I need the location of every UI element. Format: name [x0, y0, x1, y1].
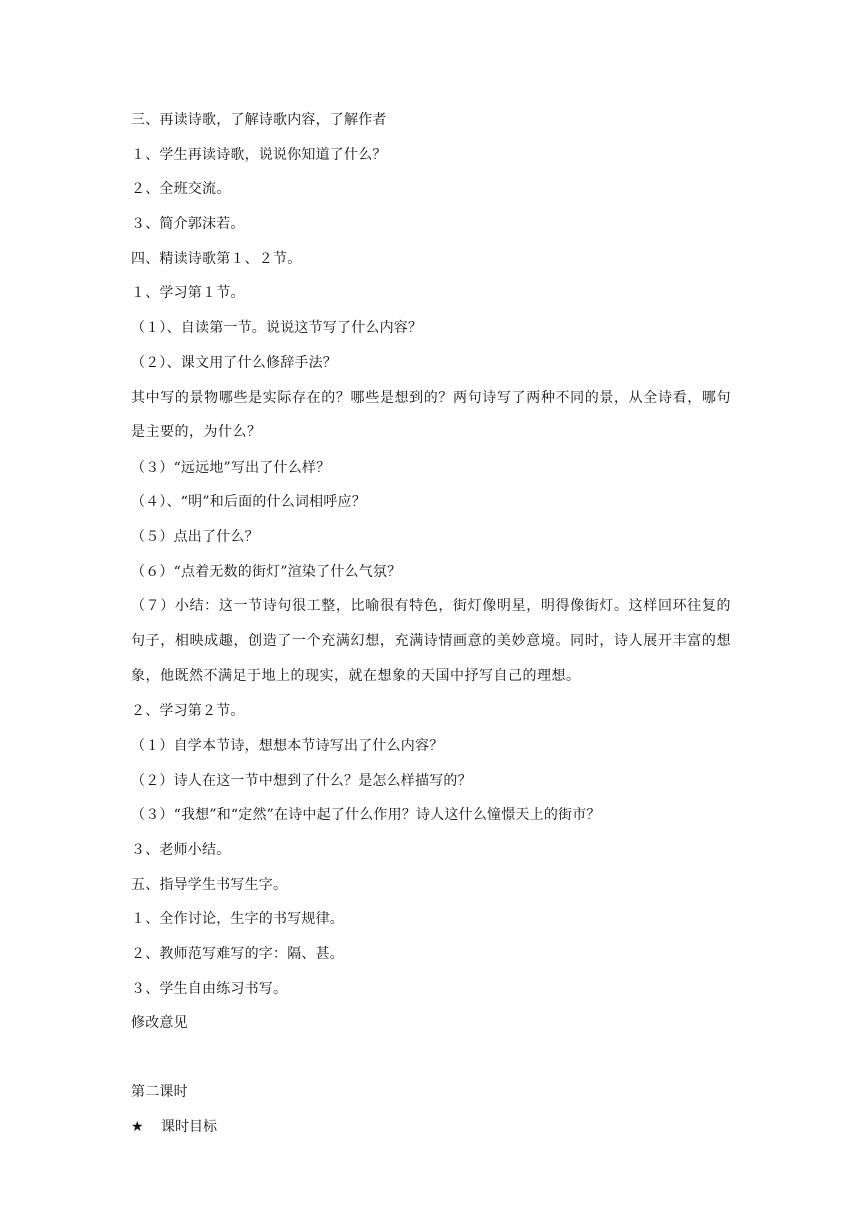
list-item: ２、教师范写难写的字：隔、甚。: [131, 945, 344, 962]
list-item: （５）点出了什么？: [131, 528, 259, 545]
spacer: [131, 1048, 731, 1082]
document-body: [131, 110, 731, 1137]
list-item: （２）诗人在这一节中想到了什么？是怎么样描写的？: [131, 772, 472, 789]
list-item: １、全作讨论，生字的书写规律。: [131, 911, 344, 928]
list-item: ３、简介郭沫若。: [131, 216, 245, 233]
section-heading-5: 五、指导学生书写生字。: [131, 876, 288, 893]
list-item: （１）、自读第一节。说说这节写了什么内容？: [131, 320, 423, 337]
objective-label: 课时目标: [161, 1118, 217, 1135]
body-paragraph: 其中写的景物哪些是实际存在的？哪些是想到的？两句诗写了两种不同的景，从全诗看，哪句是主要的，为什么？: [131, 389, 731, 441]
list-item: １、学生再读诗歌，说说你知道了什么？: [131, 146, 387, 163]
list-item: ３、老师小结。: [131, 841, 231, 858]
list-item: ２、学习第２节。: [131, 703, 245, 720]
section-heading-3: 三、再读诗歌，了解诗歌内容，了解作者: [131, 112, 387, 128]
objective-line: [131, 1117, 731, 1137]
list-item: （３）“我想”和“定然”在诗中起了什么作用？诗人这什么憧憬天上的街市？: [131, 807, 601, 824]
star-icon: ★: [131, 1118, 144, 1135]
section-heading-4: 四、精读诗歌第１、２节。: [131, 250, 302, 267]
list-item: （２）、课文用了什么修辞手法？: [131, 354, 337, 371]
list-item: ３、学生自由练习书写。: [131, 980, 288, 997]
list-item: ２、全班交流。: [131, 181, 231, 198]
revision-notes-label: 修改意见: [131, 1015, 188, 1032]
summary-paragraph: （７）小结：这一节诗句很工整，比喻很有特色，街灯像明星，明得像街灯。这样回环往复的句子，相映成趣，创造了一个充满幻想，充满诗情画意的美妙意境。同时，诗人展开丰富的想象，他既然不满足于地上的现实，就在想象的天国中抒写自己的理想。: [131, 598, 731, 684]
list-item: （１）自学本节诗，想想本节诗写出了什么内容？: [131, 737, 444, 754]
list-item: （６）“点着无数的街灯”渲染了什么气氛？: [131, 563, 402, 580]
list-item: （４）、“明”和后面的什么词相呼应？: [131, 494, 366, 511]
lesson-title: 第二课时: [131, 1084, 188, 1101]
list-item: １、学习第１节。: [131, 285, 245, 302]
list-item: （３）“远远地”写出了什么样？: [131, 459, 331, 476]
